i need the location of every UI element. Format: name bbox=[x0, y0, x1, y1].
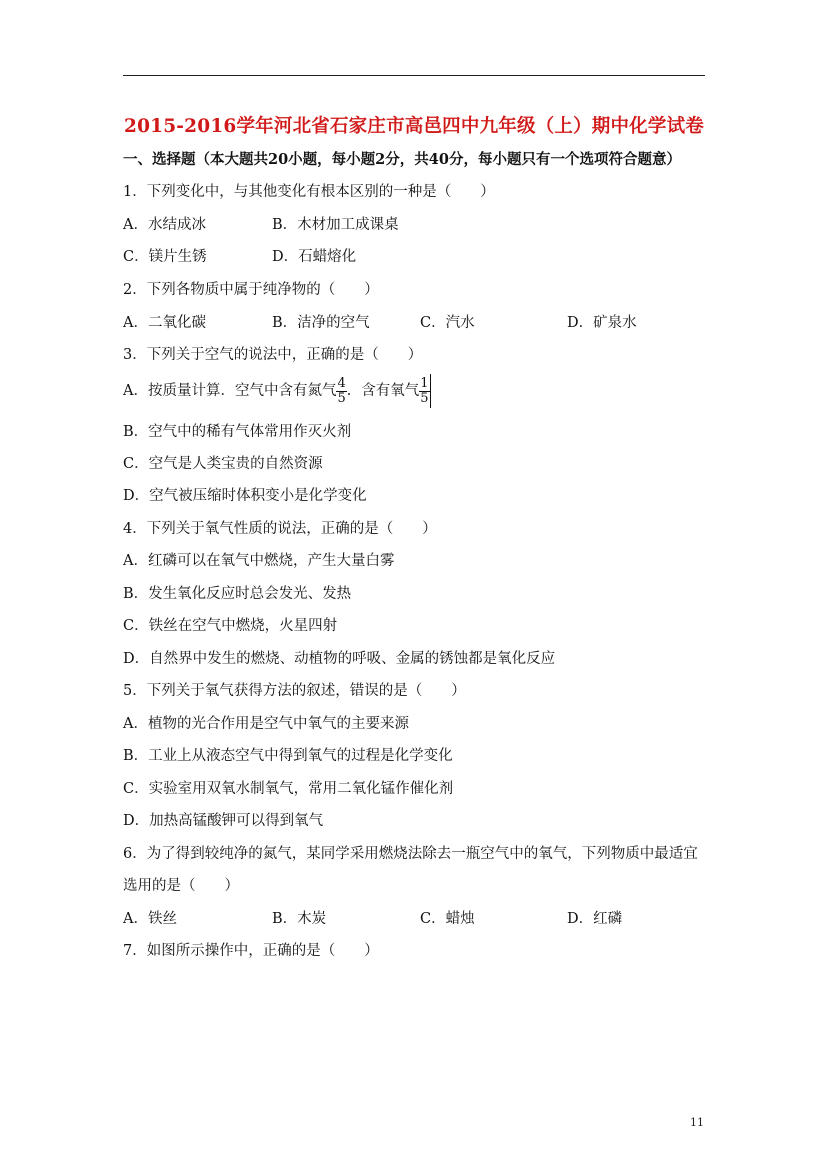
fraction-bracket bbox=[430, 374, 431, 408]
question-1-stem: 1．下列变化中，与其他变化有根本区别的一种是（ ） bbox=[123, 184, 495, 200]
fraction-numerator: 4 bbox=[337, 375, 346, 391]
question-1-option-b: B．木材加工成课桌 bbox=[272, 217, 399, 233]
question-3-stem: 3．下列关于空气的说法中，正确的是（ ） bbox=[123, 347, 423, 363]
question-4-option-c: C．铁丝在空气中燃烧，火星四射 bbox=[123, 618, 338, 634]
question-5-option-a: A．植物的光合作用是空气中氧气的主要来源 bbox=[123, 716, 409, 732]
fraction-denominator: 5 bbox=[337, 390, 346, 406]
question-2-stem: 2．下列各物质中属于纯净物的（ ） bbox=[123, 282, 379, 298]
question-3-option-c: C．空气是人类宝贵的自然资源 bbox=[123, 456, 323, 472]
question-3-option-a-prefix: A．按质量计算．空气中含有氮气 bbox=[123, 383, 337, 399]
question-2-option-b: B．洁净的空气 bbox=[272, 315, 370, 331]
question-1-option-d: D．石蜡熔化 bbox=[272, 249, 357, 265]
question-3-option-d: D．空气被压缩时体积变小是化学变化 bbox=[123, 488, 367, 504]
fraction-denominator: 5 bbox=[420, 390, 429, 406]
question-1-options-row1 bbox=[123, 215, 705, 235]
fraction-four-fifths bbox=[336, 377, 346, 406]
question-6-stem-line1: 6．为了得到较纯净的氮气，某同学采用燃烧法除去一瓶空气中的氧气，下列物质中最适宜 bbox=[123, 846, 698, 862]
question-5-option-c: C．实验室用双氧水制氧气，常用二氧化锰作催化剂 bbox=[123, 781, 454, 797]
question-2-options bbox=[123, 313, 705, 333]
question-5-option-b: B．工业上从液态空气中得到氧气的过程是化学变化 bbox=[123, 748, 453, 764]
question-5-stem: 5．下列关于氧气获得方法的叙述，错误的是（ ） bbox=[123, 683, 466, 699]
question-6-options bbox=[123, 909, 705, 929]
question-4-option-b: B．发生氧化反应时总会发光、发热 bbox=[123, 586, 352, 602]
question-2-option-a: A．二氧化碳 bbox=[123, 315, 206, 331]
header-rule bbox=[123, 75, 705, 76]
question-6-stem-line2: 选用的是（ ） bbox=[123, 878, 239, 894]
question-1-options-row2 bbox=[123, 247, 705, 267]
question-4-option-a: A．红磷可以在氧气中燃烧，产生大量白雾 bbox=[123, 553, 395, 569]
question-2-option-c: C．汽水 bbox=[420, 315, 475, 331]
page-number: 11 bbox=[690, 1116, 704, 1129]
question-4-option-d: D．自然界中发生的燃烧、动植物的呼吸、金属的锈蚀都是氧化反应 bbox=[123, 651, 556, 667]
document-title: 2015-2016学年河北省石家庄市高邑四中九年级（上）期中化学试卷 bbox=[124, 116, 704, 137]
question-6-option-d: D．红磷 bbox=[567, 911, 623, 927]
question-3-option-b: B．空气中的稀有气体常用作灭火剂 bbox=[123, 424, 352, 440]
question-2-option-d: D．矿泉水 bbox=[567, 315, 637, 331]
section-heading: 一、选择题（本大题共20小题，每小题2分，共40分，每小题只有一个选项符合题意） bbox=[123, 151, 681, 168]
fraction-numerator: 1 bbox=[420, 375, 429, 391]
question-6-option-b: B．木炭 bbox=[272, 911, 327, 927]
question-6-option-c: C．蜡烛 bbox=[420, 911, 475, 927]
question-1-option-a: A．水结成冰 bbox=[123, 217, 206, 233]
fraction-one-fifth bbox=[419, 377, 429, 406]
question-3-option-a-mid: ．含有氧气 bbox=[346, 383, 420, 399]
question-6-option-a: A．铁丝 bbox=[123, 911, 177, 927]
question-5-option-d: D．加热高锰酸钾可以得到氧气 bbox=[123, 813, 324, 829]
question-3-option-a bbox=[123, 372, 431, 410]
question-4-stem: 4．下列关于氧气性质的说法，正确的是（ ） bbox=[123, 521, 437, 537]
question-7-stem: 7．如图所示操作中，正确的是（ ） bbox=[123, 943, 379, 959]
question-1-option-c: C．镁片生锈 bbox=[123, 249, 207, 265]
